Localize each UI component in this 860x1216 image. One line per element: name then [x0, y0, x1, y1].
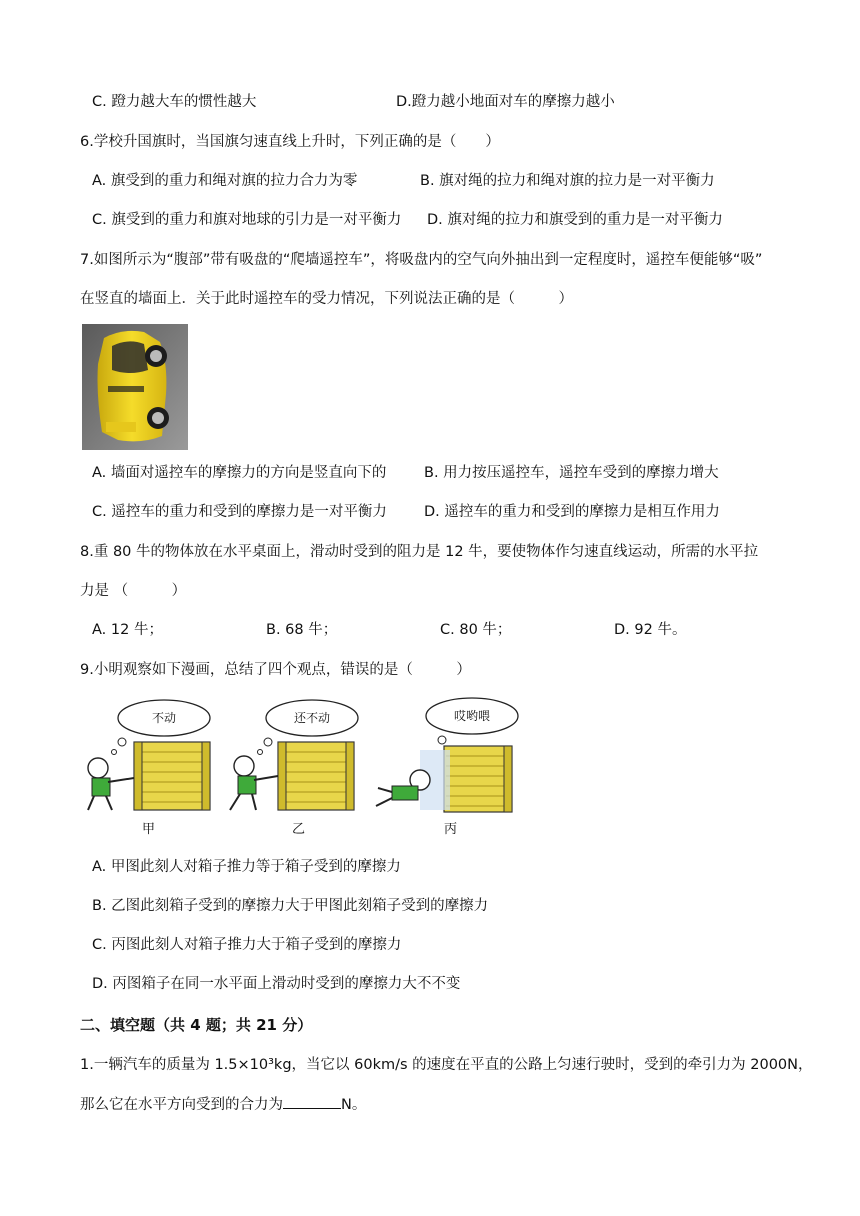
q7-stem-line1: 7.如图所示为“腹部”带有吸盘的“爬墙遥控车”，将吸盘内的空气向外抽出到一定程度时，遥控车便能够“吸”: [80, 252, 763, 268]
q8-stem-line1: 8.重 80 牛的物体放在水平桌面上，滑动时受到的阻力是 12 牛，要使物体作匀速直线运动，所需的水平拉: [80, 544, 759, 560]
q5-option-d: D.蹬力越小地面对车的摩擦力越小: [396, 94, 615, 110]
q8-option-d: D. 92 牛。: [614, 622, 687, 638]
wall-climbing-car-image: [82, 324, 188, 450]
q7-option-a: A. 墙面对遥控车的摩擦力的方向是竖直向下的: [92, 465, 387, 481]
q6-option-b: B. 旗对绳的拉力和绳对旗的拉力是一对平衡力: [420, 173, 715, 189]
q8-stem-line2: 力是 （ ）: [80, 583, 187, 599]
q8-option-c: C. 80 牛；: [440, 622, 512, 638]
q6-option-a: A. 旗受到的重力和绳对旗的拉力合力为零: [92, 173, 358, 189]
caption-bing: 丙: [444, 822, 458, 837]
q9-option-d: D. 丙图箱子在同一水平面上滑动时受到的摩擦力大不不变: [92, 976, 461, 992]
q6-stem: 6.学校升国旗时，当国旗匀速直线上升时，下列正确的是（ ）: [80, 134, 500, 150]
q8-option-b: B. 68 牛；: [266, 622, 338, 638]
pushing-box-cartoon: [80, 694, 540, 844]
q7-option-b: B. 用力按压遥控车，遥控车受到的摩擦力增大: [424, 465, 719, 481]
q7-stem-line2: 在竖直的墙面上．关于此时遥控车的受力情况，下列说法正确的是（ ）: [80, 291, 573, 307]
section-2-heading: 二、填空题（共 4 题；共 21 分）: [80, 1016, 313, 1034]
q6-option-c: C. 旗受到的重力和旗对地球的引力是一对平衡力: [92, 212, 402, 228]
bubble-text-yi: 还不动: [293, 711, 330, 725]
fill1-stem-line2: [80, 1094, 366, 1115]
q7-option-c: C. 遥控车的重力和受到的摩擦力是一对平衡力: [92, 504, 387, 520]
q8-option-a: A. 12 牛；: [92, 622, 163, 638]
caption-yi: 乙: [292, 822, 306, 837]
panel-bing: [376, 698, 518, 812]
bubble-text-bing: 哎哟喂: [453, 709, 490, 723]
q7-option-d: D. 遥控车的重力和受到的摩擦力是相互作用力: [424, 504, 720, 520]
fill1-answer-blank: [283, 1094, 341, 1109]
fill1-stem-suffix: N。: [341, 1097, 367, 1113]
q6-option-d: D. 旗对绳的拉力和旗受到的重力是一对平衡力: [427, 212, 723, 228]
q9-option-b: B. 乙图此刻箱子受到的摩擦力大于甲图此刻箱子受到的摩擦力: [92, 898, 489, 914]
q9-option-c: C. 丙图此刻人对箱子推力大于箱子受到的摩擦力: [92, 937, 402, 953]
fill1-stem-line1: 1.一辆汽车的质量为 1.5×10³kg，当它以 60km/s 的速度在平直的公路上匀速行驶时，受到的牵引力为 2000N，: [80, 1057, 813, 1073]
fill1-stem-prefix: 那么它在水平方向受到的合力为: [80, 1097, 283, 1113]
q9-stem: 9.小明观察如下漫画，总结了四个观点，错误的是（ ）: [80, 662, 471, 678]
bubble-text-jia: 不动: [151, 711, 176, 725]
q9-option-a: A. 甲图此刻人对箱子推力等于箱子受到的摩擦力: [92, 859, 401, 875]
caption-jia: 甲: [142, 822, 156, 837]
q5-option-c: C. 蹬力越大车的惯性越大: [92, 94, 257, 110]
car-photo-svg: [82, 324, 188, 450]
